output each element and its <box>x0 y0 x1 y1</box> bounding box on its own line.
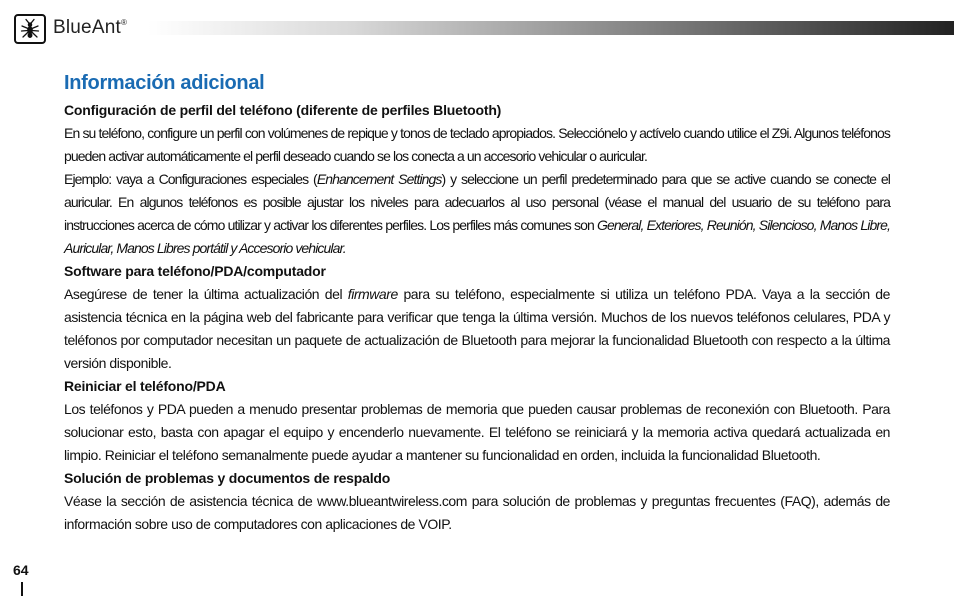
paragraph: En su teléfono, configure un perfil con volúmenes de repique y tonos de teclado apropiados. Selecciónelo y actívelo cuando utilice el Z9i. Algunos teléfonos pueden activar automáticamente el perfil deseado cuando se los conecta a un accesorio vehicular o auricular. <box>64 125 890 164</box>
section-heading: Configuración de perfil del teléfono (diferente de perfiles Bluetooth) <box>64 102 502 118</box>
section-software <box>64 260 890 375</box>
paragraph: Ejemplo: vaya a Configuraciones especiales (Enhancement Settings) y seleccione un perfil predeterminado para que se active cuando se conecte el auricular. En algunos teléfonos es posible ajustar los niveles para adecuarlos al uso personal (véase el manual del usuario de su teléfono para instrucciones acerca de cómo utilizar y activar los diferentes perfiles. Los perfiles más comunes son General, Exteriores, Reunión, Silencioso, Manos Libre, Auricular, Manos Libres portátil y Accesorio vehicular. <box>64 171 890 256</box>
section-support <box>64 467 890 536</box>
page-content <box>64 72 890 536</box>
section-profile <box>64 99 890 260</box>
ant-icon <box>14 14 46 44</box>
page-number: 64 <box>13 562 29 578</box>
paragraph: Los teléfonos y PDA pueden a menudo presentar problemas de memoria que pueden causar problemas de reconexión con Bluetooth. Para solucionar esto, basta con apagar el equipo y encenderlo nuevamente. El teléfono se reiniciará y la memoria activa quedará actualizada en limpio. Reiniciar el teléfono semanalmente puede ayudar a mantener su funcionalidad en orden, incluida la funcionalidad Bluetooth. <box>64 401 890 463</box>
page-header <box>0 0 954 60</box>
section-restart <box>64 375 890 467</box>
section-heading: Software para teléfono/PDA/computador <box>64 263 326 279</box>
header-gradient-bar <box>148 21 954 35</box>
page-marker-line <box>21 582 23 596</box>
section-heading: Reiniciar el teléfono/PDA <box>64 378 226 394</box>
paragraph: Asegúrese de tener la última actualización del firmware para su teléfono, especialmente si utiliza un teléfono PDA. Vaya a la sección de asistencia técnica en la página web del fabricante para verificar que tenga la última versión. Muchos de los nuevos teléfonos celulares, PDA y teléfonos por computador necesitan un paquete de actualización de Bluetooth para mejorar la funcionalidad Bluetooth con respecto a la última versión disponible. <box>64 286 890 371</box>
registered-mark: ® <box>120 18 128 27</box>
brand-logo-text: BlueAnt® <box>53 17 128 38</box>
paragraph: Véase la sección de asistencia técnica de www.blueantwireless.com para solución de problemas y preguntas frecuentes (FAQ), además de información sobre uso de computadores con aplicaciones de VOIP. <box>64 493 890 532</box>
page-title: Información adicional <box>64 72 265 94</box>
section-heading: Solución de problemas y documentos de respaldo <box>64 470 391 486</box>
